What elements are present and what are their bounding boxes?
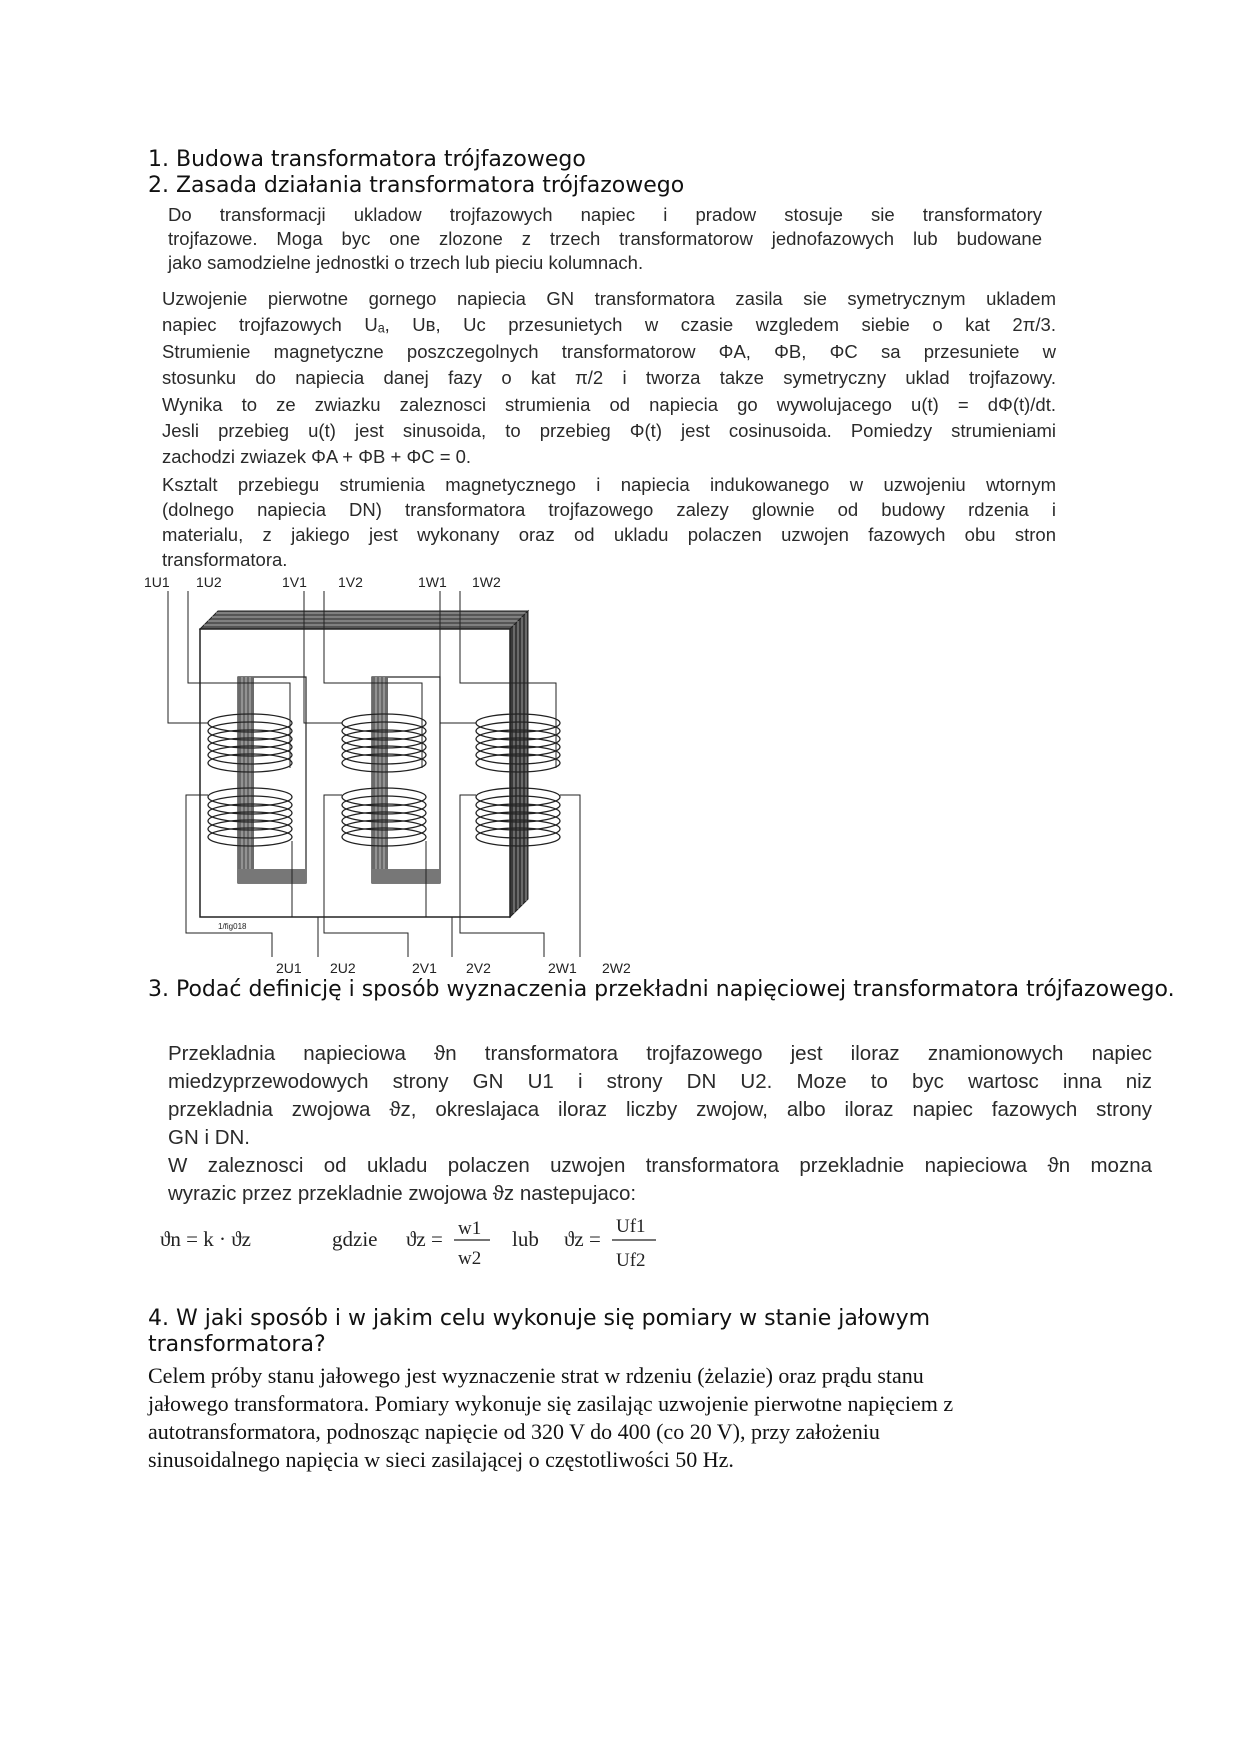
section-3-paragraph-2 <box>168 1152 1152 1208</box>
terminal-label: 2U1 <box>276 960 302 976</box>
text-line: miedzyprzewodowych strony GN U1 i strony DN U2. Moze to byc wartosc inna niz <box>168 1070 1152 1093</box>
three-phase-transformer-diagram <box>140 573 660 977</box>
formula-lub: lub <box>512 1227 539 1251</box>
text-line: GN i DN. <box>168 1126 250 1149</box>
text-line: napiec trojfazowych Uₐ, Uʙ, Uᴄ przesunietych w czasie wzgledem siebie o kat 2π/3. <box>162 314 1056 336</box>
text-line: Przekladnia napieciowa ϑn transformatora trojfazowego jest iloraz znamionowych napiec <box>168 1042 1152 1065</box>
text-line: transformatora. <box>162 549 288 570</box>
text-line: zachodzi zwiazek ΦA + ΦB + ΦC = 0. <box>162 446 472 468</box>
formula-lhs: ϑz = <box>406 1227 443 1251</box>
text-line: Ksztalt przebiegu strumienia magnetycznego i napiecia indukowanego w uzwojeniu wtornym <box>162 474 1056 495</box>
text-line: sinusoidalnego napięcia w sieci zasilającej o częstotliwości 50 Hz. <box>148 1447 734 1472</box>
formula-denominator-1: w2 <box>458 1248 482 1269</box>
terminal-label: 1U1 <box>144 574 170 590</box>
formula-numerator-2: Uf1 <box>616 1216 646 1237</box>
text-line: stosunku do napiecia danej fazy o kat π/2 i tworza takze symetryczny uklad trojfazowy. <box>162 367 1056 389</box>
text-line: materialu, z jakiego jest wykonany oraz od ukladu polaczen uzwojen fazowych obu stron <box>162 524 1056 545</box>
terminal-label: 2W2 <box>602 960 631 976</box>
section-2-paragraph-2 <box>162 286 1056 471</box>
text-line: jako samodzielne jednostki o trzech lub pieciu kolumnach. <box>168 252 644 273</box>
text-line: autotransformatora, podnosząc napięcie od 320 V do 400 (co 20 V), przy założeniu <box>148 1419 880 1444</box>
figure-tag: 1/fig018 <box>218 922 247 931</box>
terminal-label: 2U2 <box>330 960 356 976</box>
text-line: jałowego transformatora. Pomiary wykonuje się zasilając uzwojenie pierwotne napięciem z <box>148 1391 954 1416</box>
text-line: trojfazowe. Moga byc one zlozone z trzech transformatorow jednofazowych lub budowane <box>168 228 1042 249</box>
terminal-label: 1V1 <box>282 574 307 590</box>
text-line: W zaleznosci od ukladu polaczen uzwojen transformatora przekladnie napieciowa ϑn mozna <box>168 1154 1152 1177</box>
section-2-title: 2. Zasada działania transformatora trójfazowego <box>148 173 685 198</box>
text-line: Wynika to ze zwiazku zaleznosci strumienia od napiecia go wywolujacego u(t) = dΦ(t)/dt. <box>162 393 1056 415</box>
section-4-body <box>148 1362 1088 1474</box>
terminal-label: 2W1 <box>548 960 577 976</box>
text-line: przekladnia zwojowa ϑz, okreslajaca iloraz liczby zwojow, albo iloraz napiec fazowych strony <box>168 1098 1152 1121</box>
section-2-paragraph-1 <box>168 203 1042 275</box>
text-line: wyrazic przez przekladnie zwojowa ϑz nastepujaco: <box>168 1182 637 1205</box>
formula-gdzie: gdzie <box>332 1227 378 1251</box>
text-line: (dolnego napiecia DN) transformatora trojfazowego zalezy glownie od budowy rdzenia i <box>162 499 1056 520</box>
section-3-title: 3. Podać definicję i sposób wyznaczenia przekładni napięciowej transformatora trójfazowego. <box>148 977 1175 1002</box>
section-2-paragraph-3 <box>162 472 1056 572</box>
text-line: Jesli przebieg u(t) jest sinusoida, to przebieg Φ(t) jest cosinusoida. Pomiedzy strumieniami <box>162 420 1056 442</box>
text-line: Do transformacji ukladow trojfazowych napiec i pradow stosuje sie transformatory <box>168 204 1042 225</box>
terminal-label: 1U2 <box>196 574 222 590</box>
terminal-label: 1W2 <box>472 574 501 590</box>
ratio-formula <box>160 1210 680 1276</box>
terminal-label: 1W1 <box>418 574 447 590</box>
terminal-label: 1V2 <box>338 574 363 590</box>
section-4-title: 4. W jaki sposób i w jakim celu wykonuje się pomiary w stanie jałowym transformatora? <box>148 1306 931 1357</box>
text-line: Strumienie magnetyczne poszczegolnych transformatorow ΦA, ΦB, ΦC sa przesuniete w <box>162 340 1056 362</box>
formula-voltage-ratio: ϑn = k · ϑz <box>160 1227 251 1251</box>
section-1-title: 1. Budowa transformatora trójfazowego <box>148 147 586 172</box>
text-line: Uzwojenie pierwotne gornego napiecia GN transformatora zasila sie symetrycznym ukladem <box>162 288 1056 309</box>
section-3-paragraph-1 <box>168 1040 1152 1152</box>
formula-numerator-1: w1 <box>458 1218 482 1239</box>
terminal-label: 2V2 <box>466 960 491 976</box>
terminal-label: 2V1 <box>412 960 437 976</box>
formula-denominator-2: Uf2 <box>616 1250 646 1271</box>
text-line: Celem próby stanu jałowego jest wyznaczenie strat w rdzeniu (żelazie) oraz prądu stanu <box>148 1363 924 1388</box>
formula-lhs-2: ϑz = <box>564 1227 601 1251</box>
